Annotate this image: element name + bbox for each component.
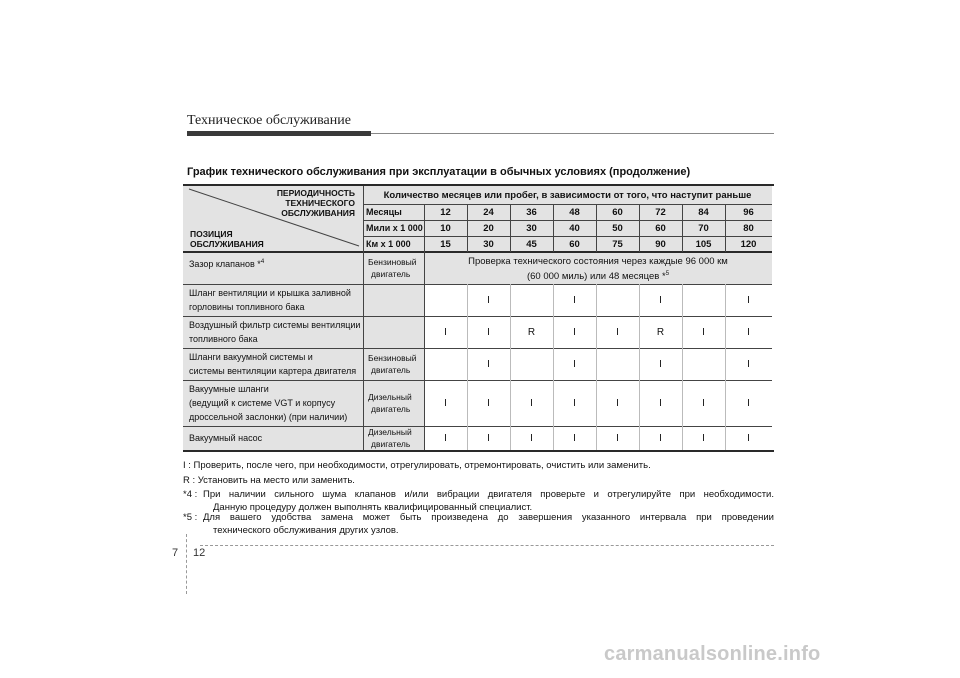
maintenance-mark	[682, 348, 725, 380]
row-engine-line: двигатель	[371, 439, 411, 449]
interval-value: 80	[725, 220, 772, 236]
row-item-cell	[183, 316, 363, 348]
grid-line	[639, 284, 640, 450]
row-engine-line: двигатель	[371, 269, 411, 279]
row-engine-line: Бензиновый	[368, 353, 417, 363]
grid-line	[467, 284, 468, 450]
row-engine-line: Дизельный	[368, 427, 412, 437]
grid-line	[510, 284, 511, 450]
row-item-line: горловины топливного бака	[189, 302, 305, 312]
table-title: График технического обслуживания при эксплуатации в обычных условиях (продолжение)	[187, 166, 691, 178]
grid-line	[596, 204, 597, 252]
maintenance-mark	[596, 284, 639, 316]
grid-line	[183, 251, 772, 253]
row-engine-cell	[364, 252, 424, 284]
grid-line	[510, 204, 511, 252]
interval-value: 70	[682, 220, 725, 236]
row-note-line2	[424, 268, 772, 283]
interval-value: 50	[596, 220, 639, 236]
row-engine-cell	[364, 284, 424, 316]
maintenance-mark: R	[510, 316, 553, 348]
interval-value: 12	[424, 204, 467, 220]
interval-value: 90	[639, 236, 682, 252]
maintenance-mark: I	[725, 316, 772, 348]
row-item-footnote: 4	[260, 259, 265, 265]
interval-value: 30	[510, 220, 553, 236]
interval-value: 96	[725, 204, 772, 220]
grid-line	[183, 316, 772, 317]
row-engine-cell	[364, 426, 424, 450]
maintenance-mark: I	[596, 426, 639, 450]
grid-line	[363, 186, 364, 450]
grid-line	[725, 204, 726, 252]
maintenance-mark	[682, 284, 725, 316]
row-item-cell	[183, 252, 363, 284]
interval-value: 40	[553, 220, 596, 236]
interval-value: 45	[510, 236, 553, 252]
row-engine-cell	[364, 316, 424, 348]
interval-value: 24	[467, 204, 510, 220]
maintenance-mark: I	[553, 348, 596, 380]
maintenance-mark	[596, 348, 639, 380]
corner-top-label: ПЕРИОДИЧНОСТЬ ТЕХНИЧЕСКОГО ОБСЛУЖИВАНИЯ	[276, 188, 355, 218]
interval-value: 36	[510, 204, 553, 220]
row-item-line: Шланги вакуумной системы и	[189, 352, 313, 362]
grid-line	[596, 284, 597, 450]
grid-line	[682, 204, 683, 252]
interval-value: 10	[424, 220, 467, 236]
maintenance-mark: I	[467, 426, 510, 450]
interval-value: 48	[553, 204, 596, 220]
maintenance-mark: I	[639, 348, 682, 380]
maintenance-mark	[424, 284, 467, 316]
legend-note4-line2: Данную процедуру должен выполнять квалифицированный специалист.	[213, 502, 533, 513]
legend-note5-line2: технического обслуживания других узлов.	[213, 525, 399, 536]
row-item-line: Вакуумный насос	[189, 433, 263, 443]
row-item-line: (ведущий к системе VGT и корпусу	[189, 398, 336, 408]
grid-line	[183, 348, 772, 349]
row-item-cell	[183, 380, 363, 426]
maintenance-mark: I	[682, 426, 725, 450]
maintenance-mark: I	[596, 380, 639, 426]
maintenance-mark: I	[553, 426, 596, 450]
maintenance-mark: I	[424, 380, 467, 426]
maintenance-mark: I	[725, 284, 772, 316]
grid-line	[553, 204, 554, 252]
row-item-line: дроссельной заслонки) (при наличии)	[189, 412, 348, 422]
maintenance-mark: I	[639, 284, 682, 316]
maintenance-mark: I	[596, 316, 639, 348]
chapter-number: 7	[172, 547, 179, 559]
grid-line	[725, 284, 726, 450]
row-item-cell	[183, 348, 363, 380]
interval-value: 72	[639, 204, 682, 220]
grid-line	[553, 284, 554, 450]
maintenance-mark: I	[725, 426, 772, 450]
grid-line	[183, 426, 772, 427]
corner-bottom-label: ПОЗИЦИЯ ОБСЛУЖИВАНИЯ	[190, 229, 264, 249]
maintenance-mark: I	[725, 348, 772, 380]
row-engine-cell	[364, 380, 424, 426]
maintenance-mark: I	[424, 426, 467, 450]
maintenance-mark: I	[725, 380, 772, 426]
interval-value: 60	[639, 220, 682, 236]
maintenance-mark: I	[553, 284, 596, 316]
row-note-line2-text: (60 000 миль) или 48 месяцев *	[526, 271, 666, 283]
interval-value: 120	[725, 236, 772, 252]
row-engine-line: Бензиновый	[368, 257, 417, 267]
table-corner-cell	[183, 186, 363, 252]
row-note-footnote: 5	[665, 271, 670, 277]
maintenance-mark: I	[510, 380, 553, 426]
row-engine-line: Дизельный	[368, 392, 412, 402]
interval-row-label: Км x 1 000	[363, 236, 424, 252]
interval-row-label: Мили x 1 000	[363, 220, 424, 236]
grid-line	[467, 204, 468, 252]
interval-value: 60	[553, 236, 596, 252]
section-title: Техническое обслуживание	[187, 113, 351, 128]
legend-note5-label: *5 :	[183, 512, 198, 523]
row-item-line: системы вентиляции картера двигателя	[189, 366, 357, 376]
maintenance-mark: I	[682, 316, 725, 348]
grid-line	[639, 204, 640, 252]
legend-r: R : Установить на место или заменить.	[183, 475, 355, 486]
footer-rule	[200, 545, 774, 546]
interval-header: Количество месяцев или пробег, в зависимости от того, что наступит раньше	[363, 186, 772, 204]
maintenance-mark: I	[553, 316, 596, 348]
grid-line	[183, 380, 772, 381]
maintenance-mark: I	[467, 316, 510, 348]
grid-line	[424, 252, 425, 450]
maintenance-table	[183, 184, 774, 452]
maintenance-mark: I	[553, 380, 596, 426]
row-item-cell	[183, 426, 363, 450]
interval-row-label: Месяцы	[363, 204, 424, 220]
header-bar	[187, 131, 371, 136]
maintenance-mark: I	[639, 380, 682, 426]
interval-value: 20	[467, 220, 510, 236]
interval-value: 15	[424, 236, 467, 252]
page-number: 12	[193, 547, 206, 559]
maintenance-mark: I	[682, 380, 725, 426]
header-rule	[371, 133, 774, 134]
maintenance-mark: I	[639, 426, 682, 450]
maintenance-mark	[510, 348, 553, 380]
grid-line	[682, 284, 683, 450]
maintenance-mark: I	[467, 284, 510, 316]
footer-divider	[186, 534, 187, 594]
interval-value: 30	[467, 236, 510, 252]
interval-value: 84	[682, 204, 725, 220]
row-engine-line: двигатель	[371, 404, 411, 414]
maintenance-mark	[510, 284, 553, 316]
maintenance-mark: I	[424, 316, 467, 348]
interval-value: 75	[596, 236, 639, 252]
maintenance-mark: I	[467, 380, 510, 426]
row-item-line: Шланг вентиляции и крышка заливной	[189, 288, 351, 298]
legend-note4-label: *4 :	[183, 489, 198, 500]
row-engine-cell	[364, 348, 424, 380]
row-item-line: Воздушный фильтр системы вентиляции	[189, 320, 361, 330]
row-note-cell	[424, 252, 772, 284]
interval-value: 60	[596, 204, 639, 220]
maintenance-mark: I	[510, 426, 553, 450]
row-item-line: Вакуумные шланги	[189, 384, 269, 394]
row-item-cell	[183, 284, 363, 316]
legend-note5-line1: Для вашего удобства замена может быть произведена до завершения указанного интервала при проведении	[203, 512, 774, 523]
interval-value: 105	[682, 236, 725, 252]
maintenance-mark: R	[639, 316, 682, 348]
row-item-line: топливного бака	[189, 334, 258, 344]
grid-line	[424, 204, 425, 252]
maintenance-mark	[424, 348, 467, 380]
row-item-label: Зазор клапанов *	[189, 259, 261, 269]
row-engine-line: двигатель	[371, 365, 411, 375]
maintenance-mark: I	[467, 348, 510, 380]
legend-i: I : Проверить, после чего, при необходимости, отрегулировать, отремонтировать, очистить или заменить.	[183, 460, 651, 471]
grid-line	[183, 284, 772, 285]
watermark: carmanualsonline.info	[604, 643, 821, 665]
legend-note4-line1: При наличии сильного шума клапанов и/или вибрации двигателя проверьте и отрегулируйте при необходимости.	[203, 489, 774, 500]
row-note-line1: Проверка технического состояния через каждые 96 000 км	[468, 256, 728, 267]
